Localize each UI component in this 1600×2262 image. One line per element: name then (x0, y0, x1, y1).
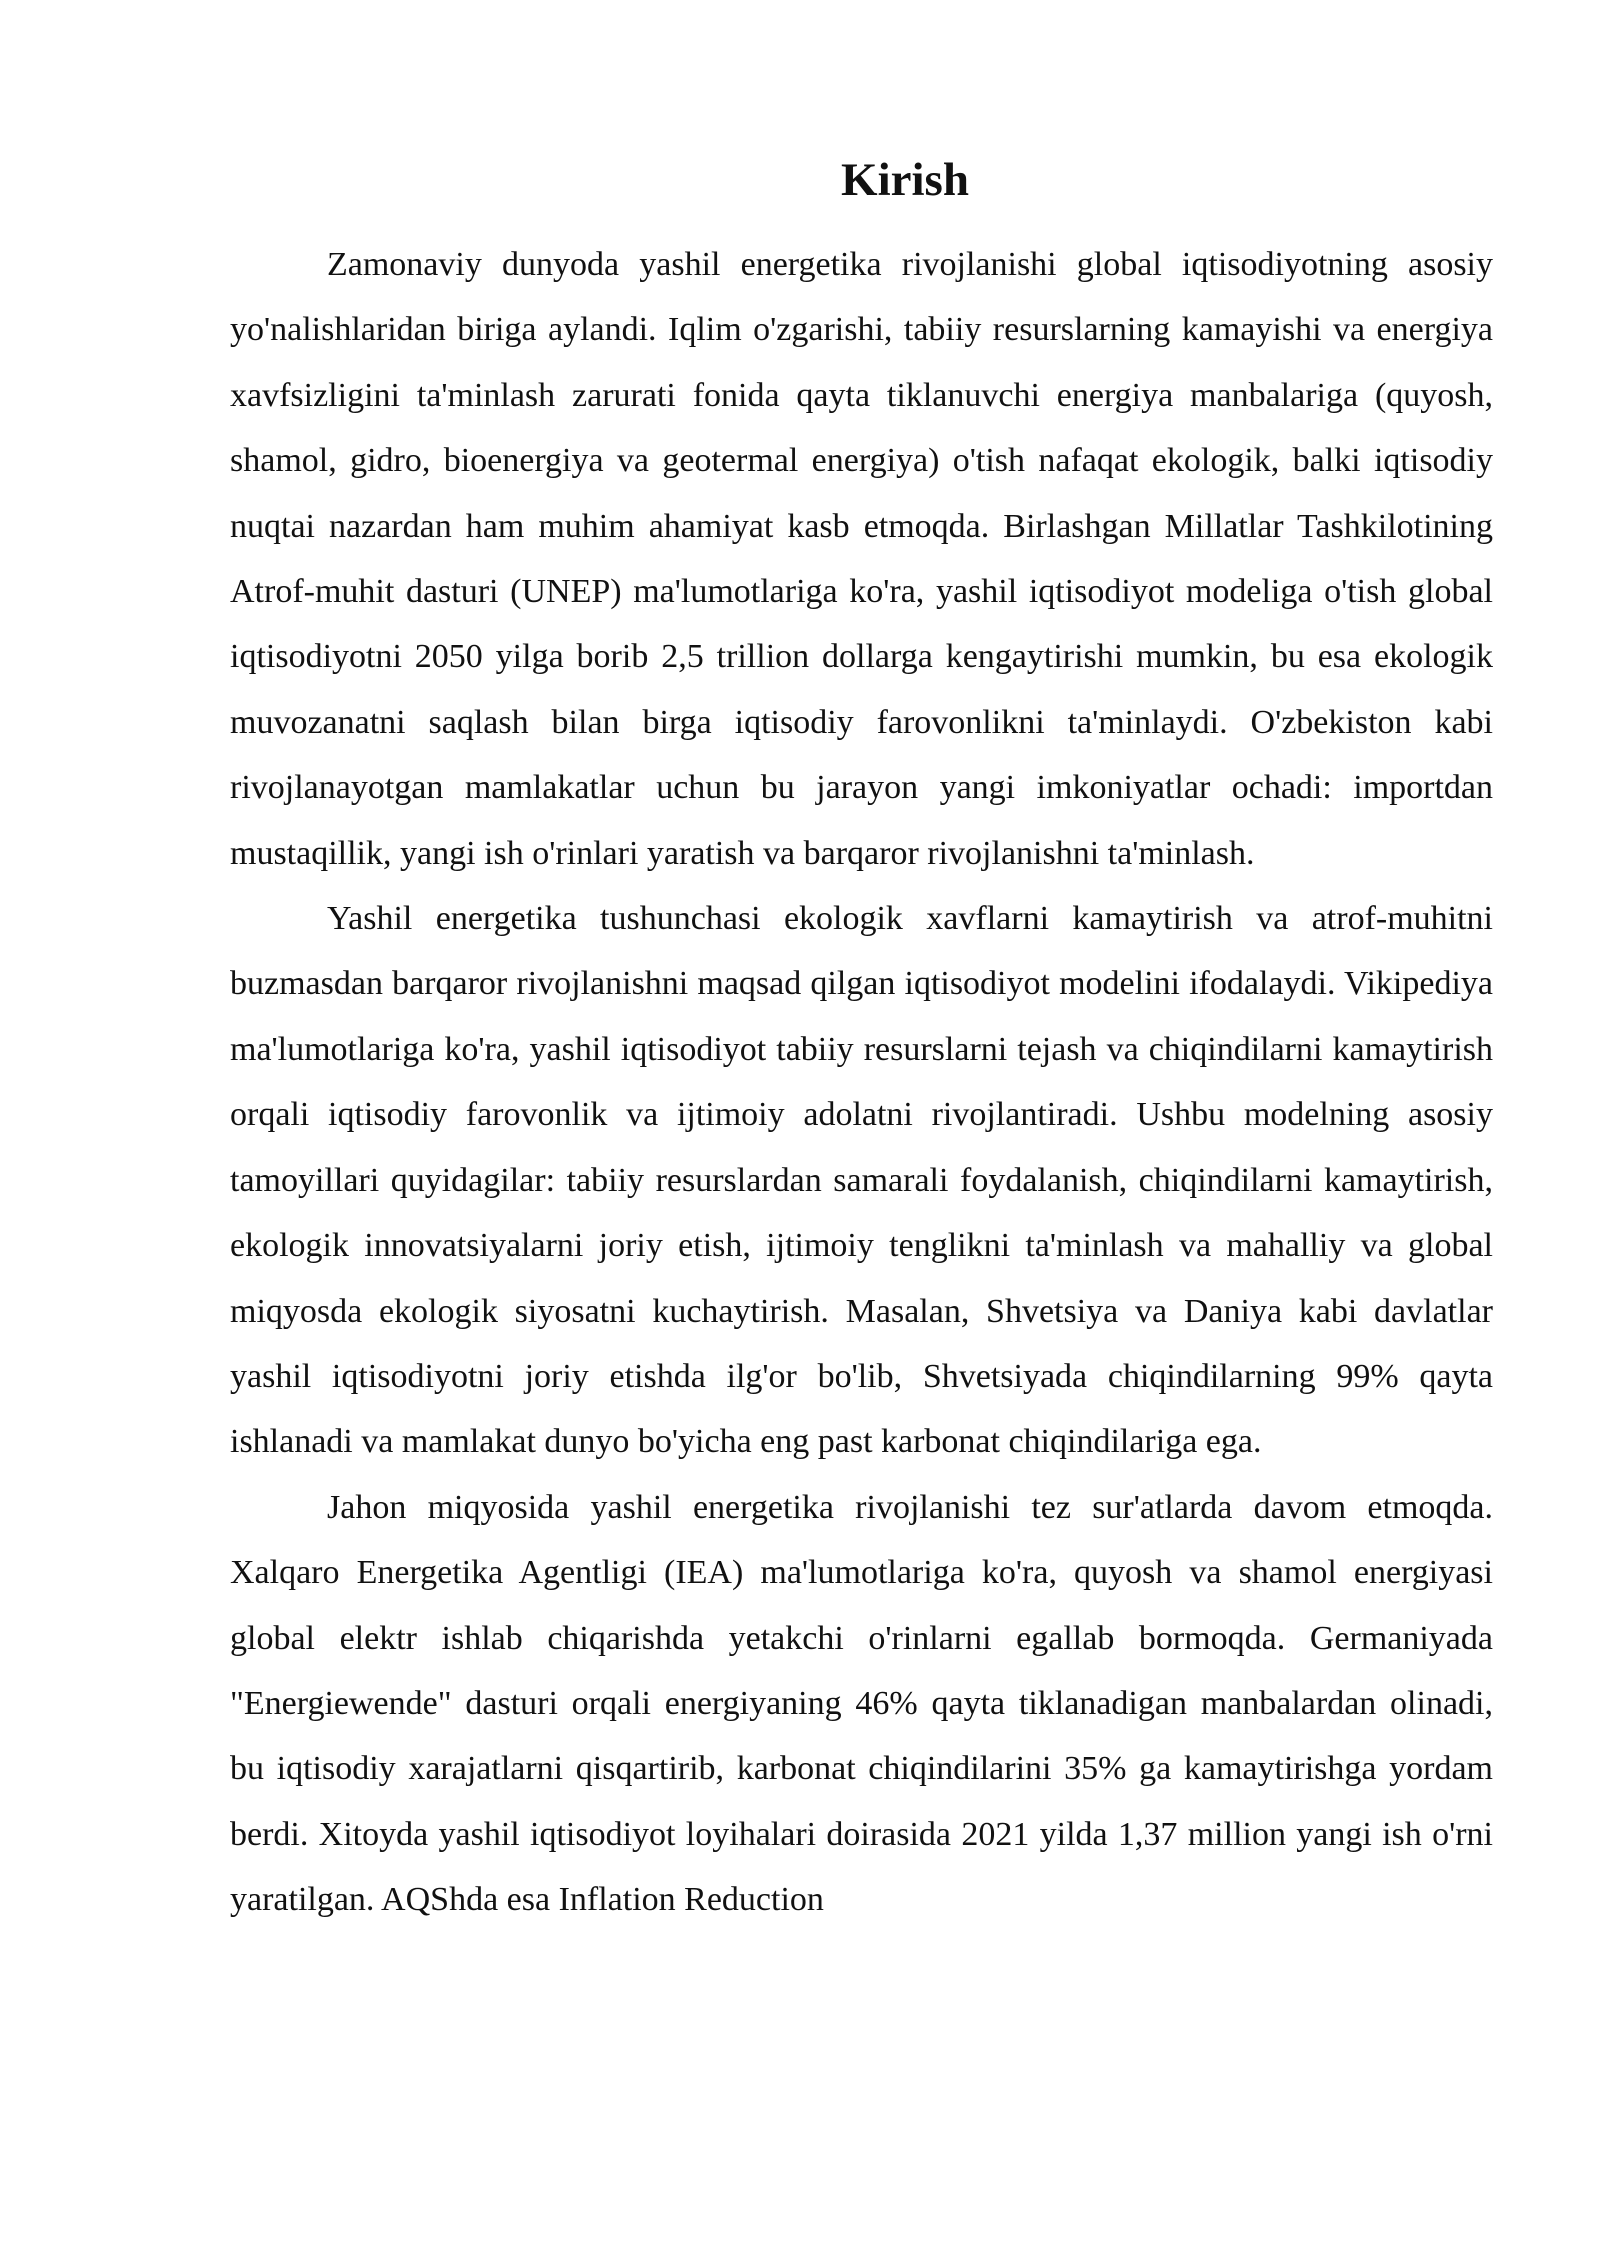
paragraph-1: Zamonaviy dunyoda yashil energetika rivojlanishi global iqtisodiyotning asosiy yo'nalishlaridan biriga aylandi. Iqlim o'zgarishi, tabiiy resurslarning kamayishi va energiya xavfsizligini ta'minlash zarurati fonida qayta tiklanuvchi energiya manbalariga (quyosh, shamol, gidro, bioenergiya va geotermal energiya) o'tish nafaqat ekologik, balki iqtisodiy nuqtai nazardan ham muhim ahamiyat kasb etmoqda. Birlashgan Millatlar Tashkilotining Atrof-muhit dasturi (UNEP) ma'lumotlariga ko'ra, yashil iqtisodiyot modeliga o'tish global iqtisodiyotni 2050 yilga borib 2,5 trillion dollarga kengaytirishi mumkin, bu esa ekologik muvozanatni saqlash bilan birga iqtisodiy farovonlikni ta'minlaydi. O'zbekiston kabi rivojlanayotgan mamlakatlar uchun bu jarayon yangi imkoniyatlar ochadi: importdan mustaqillik, yangi ish o'rinlari yaratish va barqaror rivojlanishni ta'minlash. (230, 246, 1493, 872)
paragraph-2: Yashil energetika tushunchasi ekologik xavflarni kamaytirish va atrof-muhitni buzmasdan barqaror rivojlanishni maqsad qilgan iqtisodiyot modelini ifodalaydi. Vikipediya ma'lumotlariga ko'ra, yashil iqtisodiyot tabiiy resurslarni tejash va chiqindilarni kamaytirish orqali iqtisodiy farovonlik va ijtimoiy adolatni rivojlantiradi. Ushbu modelning asosiy tamoyillari quyidagilar: tabiiy resurslardan samarali foydalanish, chiqindilarni kamaytirish, ekologik innovatsiyalarni joriy etish, ijtimoiy tenglikni ta'minlash va mahalliy va global miqyosda ekologik siyosatni kuchaytirish. Masalan, Shvetsiya va Daniya kabi davlatlar yashil iqtisodiyotni joriy etishda ilg'or bo'lib, Shvetsiyada chiqindilarning 99% qayta ishlanadi va mamlakat dunyo bo'yicha eng past karbonat chiqindilariga ega. (230, 900, 1493, 1461)
paragraph-3: Jahon miqyosida yashil energetika rivojlanishi tez sur'atlarda davom etmoqda. Xalqaro Energetika Agentligi (IEA) ma'lumotlariga ko'ra, quyosh va shamol energiyasi global elektr ishlab chiqarishda yetakchi o'rinlarni egallab bormoqda. Germaniyada "Energiewende" dasturi orqali energiyaning 46% qayta tiklanadigan manbalardan olinadi, bu iqtisodiy xarajatlarni qisqartirib, karbonat chiqindilarini 35% ga kamaytirishga yordam berdi. Xitoyda yashil iqtisodiyot loyihalari doirasida 2021 yilda 1,37 million yangi ish o'rni yaratilgan. AQShda esa Inflation Reduction (230, 1488, 1493, 1919)
page-title: Kirish (841, 154, 969, 206)
body-text (230, 232, 1493, 1933)
